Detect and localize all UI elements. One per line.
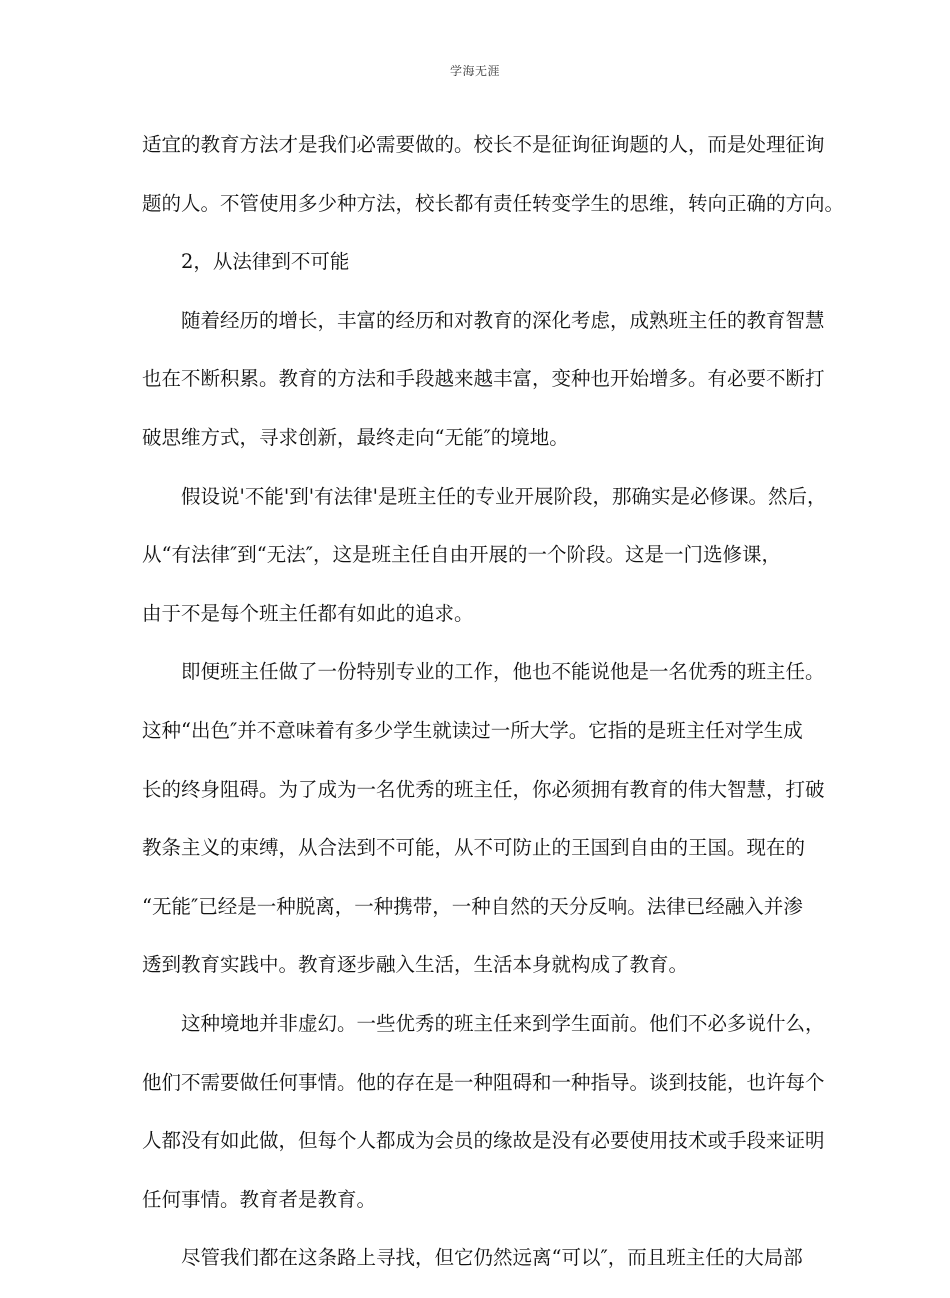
text-line: 这种“出色″并不意味着有多少学生就读过一所大学。它指的是班主任对学生成 [142, 718, 803, 742]
text-line: 教条主义的束缚，从合法到不可能，从不可防止的王国到自由的王国。现在的 [142, 836, 806, 860]
text-line: 透到教育实践中。教育逐步融入生活，生活本身就构成了教育。 [142, 953, 689, 977]
text-line: 长的终身阻碍。为了成为一名优秀的班主任，你必须拥有教育的伟大智慧，打破 [142, 777, 825, 801]
text-line: 从“有法律″到“无法″，这是班主任自由开展的一个阶段。这是一门选修课， [142, 543, 782, 567]
text-line: 即便班主任做了一份特别专业的工作，他也不能说他是一名优秀的班主任。 [181, 660, 825, 684]
text-line: 随着经历的增长，丰富的经历和对教育的深化考虑，成熟班主任的教育智慧 [181, 308, 825, 332]
text-line: 题的人。不管使用多少种方法，校长都有责任转变学生的思维，转向正确的方向。 [142, 191, 845, 215]
text-line: 破思维方式，寻求创新，最终走向“无能″的境地。 [142, 425, 569, 449]
document-body [142, 126, 845, 1298]
text-line: 也在不断积累。教育的方法和手段越来越丰富，变种也开始增多。有必要不断打 [142, 367, 825, 391]
text-line: 由于不是每个班主任都有如此的追求。 [142, 601, 474, 625]
text-line: 他们不需要做任何事情。他的存在是一种阻碍和一种指导。谈到技能，也许每个 [142, 1070, 825, 1094]
text-line: 尽管我们都在这条路上寻找，但它仍然远离“可以″，而且班主任的大局部 [181, 1246, 803, 1270]
text-line: 这种境地并非虚幻。一些优秀的班主任来到学生面前。他们不必多说什么， [181, 1011, 825, 1035]
text-line: 人都没有如此做，但每个人都成为会员的缘故是没有必要使用技术或手段来证明 [142, 1129, 825, 1153]
text-line: 任何事情。教育者是教育。 [142, 1187, 377, 1211]
text-line: 适宜的教育方法才是我们必需要做的。校长不是征询征询题的人，而是处理征询 [142, 133, 825, 156]
page-header: 学海无涯 [449, 64, 500, 78]
text-line: “无能″已经是一种脱离，一种携带，一种自然的天分反响。法律已经融入并渗 [142, 894, 803, 918]
section-heading: 2，从法律到不可能 [181, 250, 350, 274]
text-line: 假设说'不能'到'有法律'是班主任的专业开展阶段，那确实是必修课。然后， [181, 484, 827, 508]
